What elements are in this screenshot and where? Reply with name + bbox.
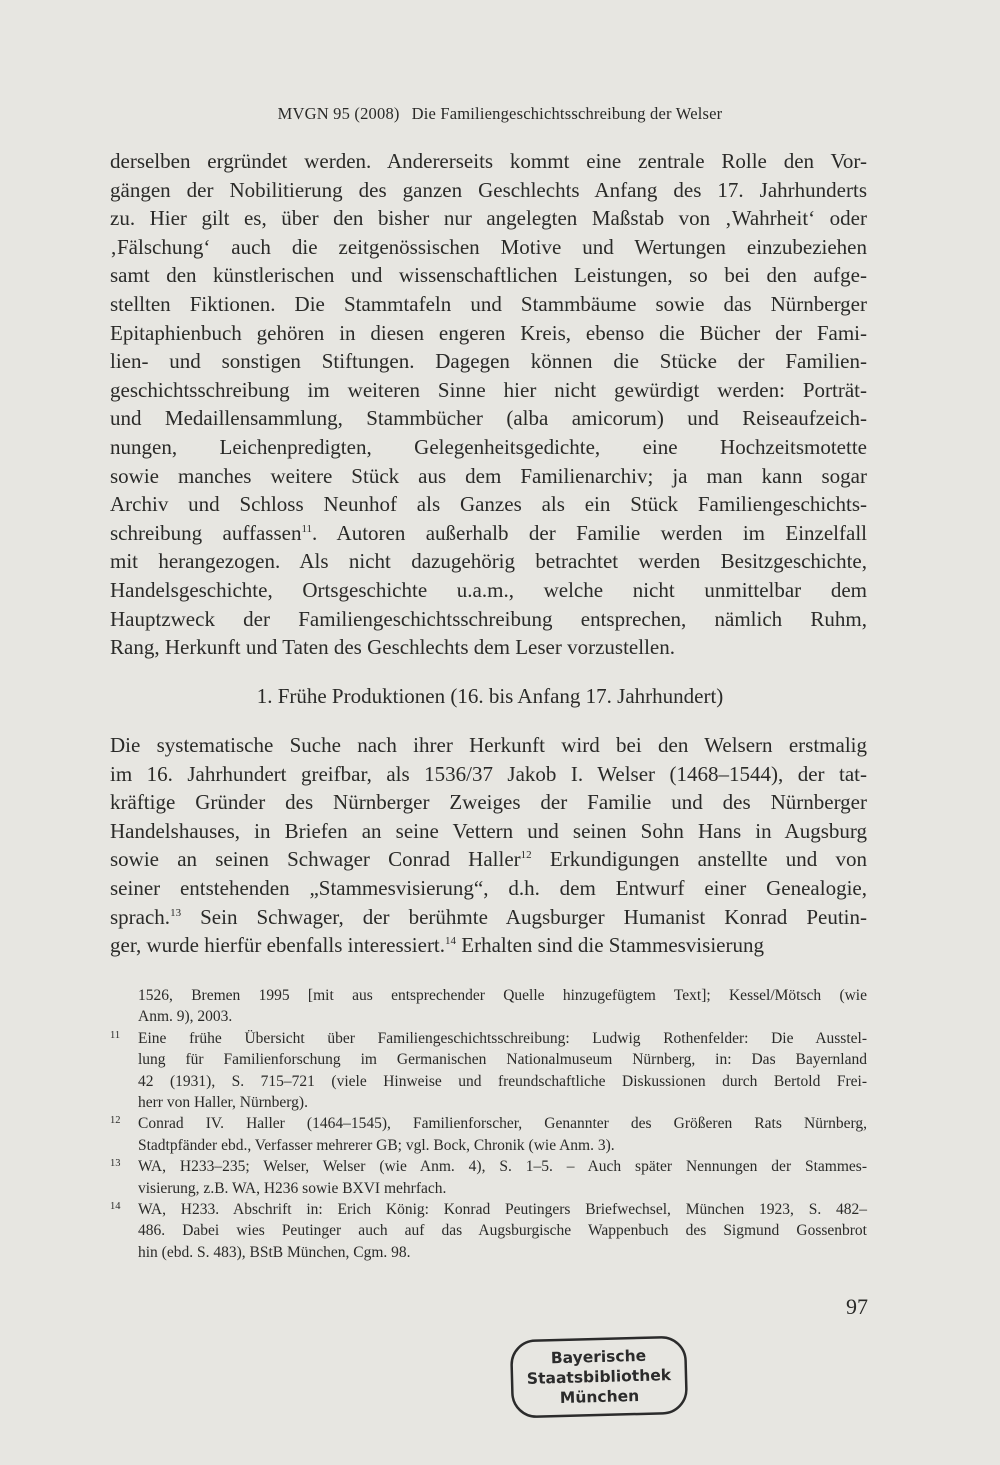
text-line: mit herangezogen. Als nicht dazugehörig betrachtet werden Besitzgeschichte, [110,549,867,574]
footnote [110,1199,867,1263]
text-line: Archiv und Schloss Neunhof als Ganzes als ein Stück Familiengeschichts- [110,492,867,517]
text-line: seiner entstehenden „Stammesvisierung“, d.h. dem Entwurf einer Genealogie, [110,875,867,900]
text-line: schreibung auffassen$^{11}$. Autoren außerhalb der Familie werden im Einzelfall [110,520,867,545]
text-line: sowie an seinen Schwager Conrad Haller$^{12}$ Erkundigungen anstellte und von [110,847,867,872]
text-line: ger, wurde hierfür ebenfalls interessiert.$^{14}$ Erhalten sind die Stammesvisierung [110,933,764,958]
text-line: zu. Hier gilt es, über den bisher nur angelegten Maßstab von ‚Wahrheit‘ oder [110,206,867,231]
stamp-line: München [559,1386,640,1408]
footnote-number: 11 [110,1029,121,1041]
footnote [110,1028,867,1114]
text-line: und Medaillensammlung, Stammbücher (alba amicorum) und Reiseaufzeich- [110,406,867,431]
text-line: nungen, Leichenpredigten, Gelegenheitsgedichte, eine Hochzeitsmotette [110,434,867,459]
footnote-line: Anm. 9), 2003. [138,1008,233,1026]
library-stamp [509,1335,689,1420]
text-line: gängen der Nobilitierung des ganzen Geschlechts Anfang des 17. Jahrhunderts [110,177,867,202]
text-line: Epitaphienbuch gehören in diesen engeren Kreis, ebenso die Bücher der Fami- [110,320,867,345]
footnote-line: Stadtpfänder ebd., Verfasser mehrerer GB; vgl. Bock, Chronik (wie Anm. 3). [138,1136,615,1154]
text-line: Handelsgeschichte, Ortsgeschichte u.a.m., welche nicht unmittelbar dem [110,577,867,602]
running-header [0,104,1000,124]
footnote-line: herr von Haller, Nürnberg). [138,1094,308,1112]
body-paragraph-2 [110,731,867,960]
footnote-line: WA, H233. Abschrift in: Erich König: Konrad Peutingers Briefwechsel, München 1923, S. 482– [138,1201,867,1219]
text-line: kräftige Gründer des Nürnberger Zweiges der Familie und des Nürnberger [110,790,867,815]
footnote-number: 13 [110,1158,121,1170]
footnote-line: visierung, z.B. WA, H236 sowie BXVI mehrfach. [138,1179,447,1197]
footnote-reference: 13 [170,906,182,919]
footnote-reference: 12 [520,849,532,862]
body-paragraph-1 [110,147,867,662]
footnote-reference: 11 [301,522,313,535]
footnote-line: Conrad IV. Haller (1464–1545), Familienforscher, Genannter des Größeren Rats Nürnberg, [138,1115,867,1133]
footnote-line: 486. Dabei wies Peutinger auch auf das Augsburgische Wappenbuch des Sigmund Gossenbrot [138,1222,867,1240]
text-line: Handelshauses, in Briefen an seine Vettern und seinen Sohn Hans in Augsburg [110,818,867,843]
text-line: samt den künstlerischen und wissenschaftlichen Leistungen, so bei den aufge- [110,263,867,288]
stamp-line: Staatsbibliothek [526,1366,672,1388]
running-title: Die Familiengeschichtsschreibung der Welser [411,104,723,123]
footnote-number: 12 [110,1115,121,1127]
footnote-line: Eine frühe Übersicht über Familiengeschichtsschreibung: Ludwig Rothenfelder: Die Ausstel- [138,1029,867,1047]
footnote-line: 42 (1931), S. 715–721 (viele Hinweise und freundschaftliche Diskussionen durch Bertold Frei- [138,1072,867,1090]
footnote-line: WA, H233–235; Welser, Welser (wie Anm. 4), S. 1–5. – Auch später Nennungen der Stammes- [138,1158,867,1176]
text-line: geschichtsschreibung im weiteren Sinne hier nicht gewürdigt werden: Porträt- [110,377,867,402]
footnote [110,1113,867,1156]
footnote [110,985,867,1028]
text-line: derselben ergründet werden. Andererseits kommt eine zentrale Rolle den Vor- [110,149,867,173]
footnote-line: 1526, Bremen 1995 [mit aus entsprechender Quelle hinzugefügtem Text]; Kessel/Mötsch (wie [138,987,867,1004]
text-line: sprach.$^{13}$ Sein Schwager, der berühmte Augsburger Humanist Konrad Peutin- [110,904,867,929]
section-heading: 1. Frühe Produktionen (16. bis Anfang 17. Jahrhundert) [256,684,724,708]
stamp-text [509,1345,689,1410]
text-line: sowie manches weitere Stück aus dem Familienarchiv; ja man kann sogar [110,463,867,488]
stamp-line: Bayerische [550,1346,647,1368]
text-line: im 16. Jahrhundert greifbar, als 1536/37 Jakob I. Welser (1468–1544), der tat- [110,761,867,786]
text-line: Rang, Herkunft und Taten des Geschlechts dem Leser vorzustellen. [110,635,675,660]
footnotes [110,985,867,1263]
footnote-number: 14 [110,1201,121,1213]
journal-citation: MVGN 95 (2008) [277,104,400,123]
footnote-line: hin (ebd. S. 483), BStB München, Cgm. 98. [138,1243,411,1261]
text-line: stellten Fiktionen. Die Stammtafeln und Stammbäume sowie das Nürnberger [110,291,867,316]
footnote-reference: 14 [445,935,457,948]
text-line: Hauptzweck der Familiengeschichtsschreibung entsprechen, nämlich Ruhm, [110,606,867,631]
page-number: 97 [846,1294,868,1319]
footnote-line: lung für Familienforschung im Germanischen Nationalmuseum Nürnberg, in: Das Bayernland [138,1051,867,1069]
text-line: ‚Fälschung‘ auch die zeitgenössischen Motive und Wertungen einzubeziehen [110,234,867,259]
text-line: Die systematische Suche nach ihrer Herkunft wird bei den Welsern erstmalig [110,733,867,757]
footnote [110,1156,867,1199]
text-line: lien- und sonstigen Stiftungen. Dagegen können die Stücke der Familien- [110,349,867,374]
